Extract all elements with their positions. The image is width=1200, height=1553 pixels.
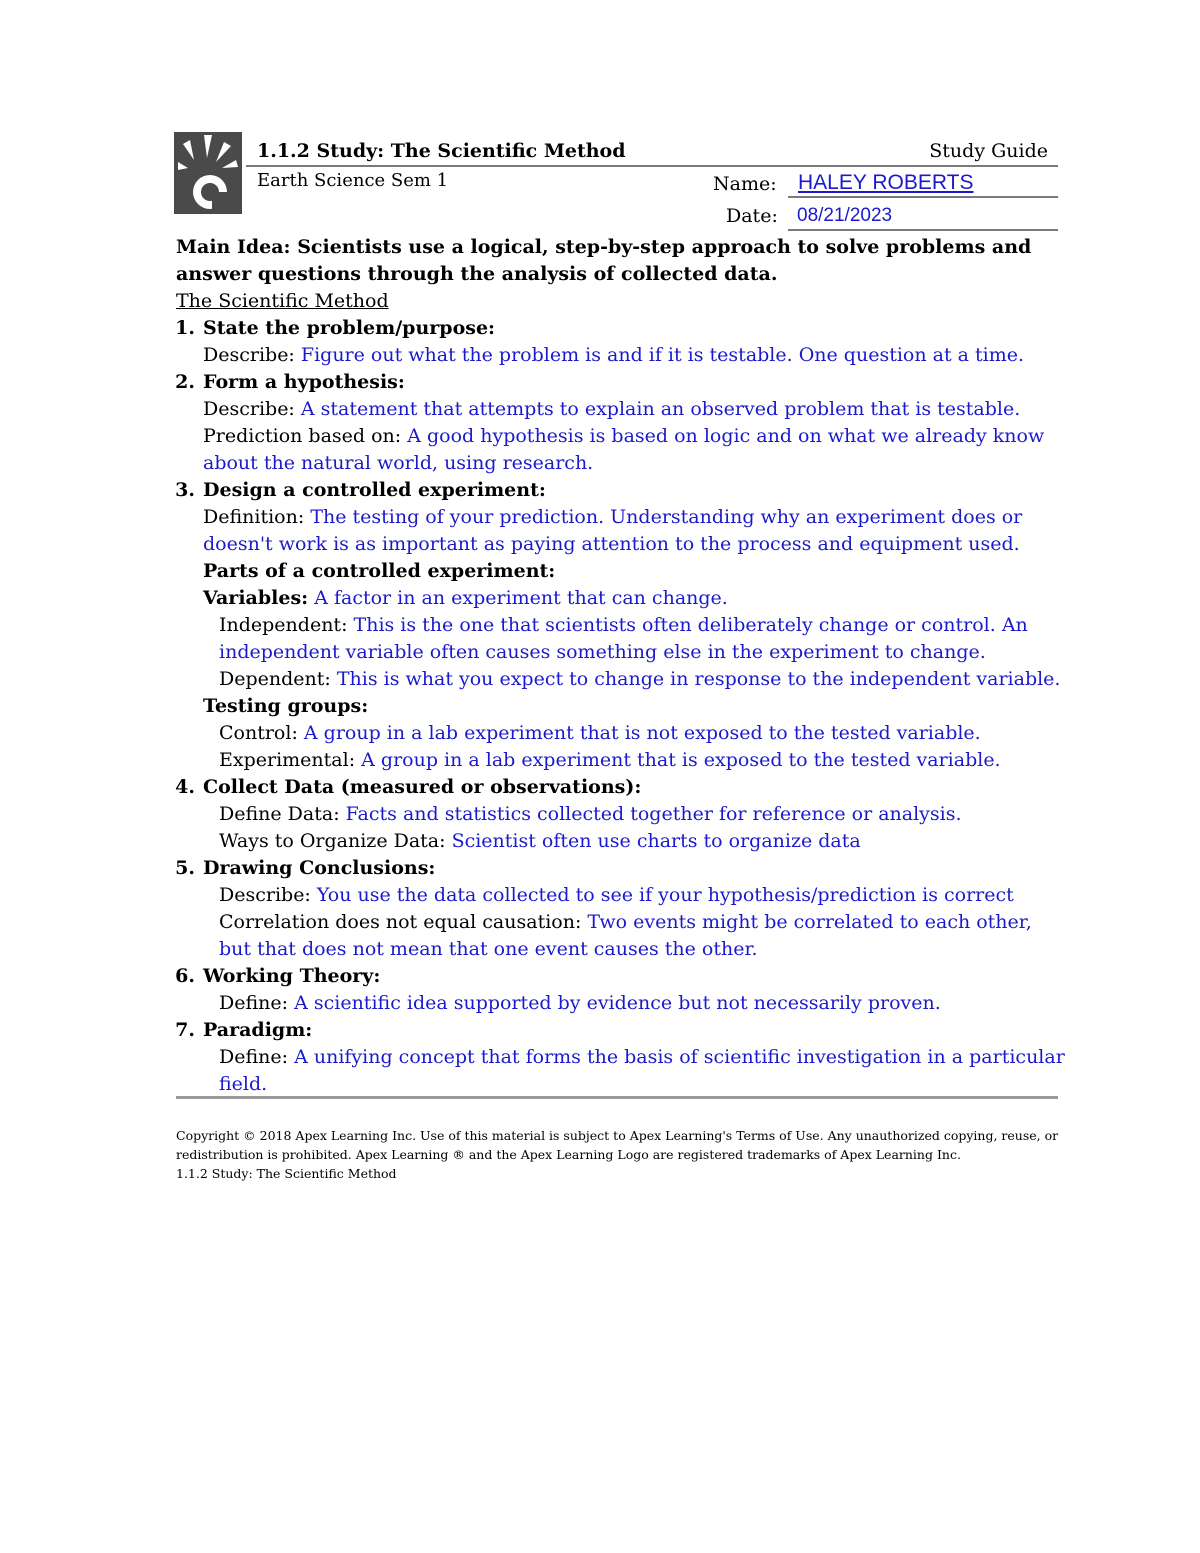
section-title: The Scientific Method [176,290,389,312]
answer-text[interactable]: This is the one that scientists often deliberately change or control. An independent variable often causes something else in the experiment to change. [219,614,1028,663]
field-label: Define Data: [219,803,340,825]
answer-text[interactable]: Figure out what the problem is and if it is testable. One question at a time. [300,344,1025,366]
step-7 [176,1017,1066,1098]
name-label: Name: [713,173,777,195]
step-field [203,720,1066,747]
answer-text[interactable]: A group in a lab experiment that is exposed to the tested variable. [361,749,1001,771]
document-title: 1.1.2 Study: The Scientific Method [257,140,626,162]
step-number: 6. [175,965,195,987]
answer-text[interactable]: Two events might be correlated to each other, but that does not mean that one event causes the other. [219,911,1032,960]
step-title: Collect Data (measured or observations): [203,776,642,798]
subsection-title: Testing groups: [203,695,369,717]
copyright-notice: Copyright © 2018 Apex Learning Inc. Use of this material is subject to Apex Learning's Terms of Use. Any unauthorized copying, reuse, or redistribution is prohibited. Apex Learning ® and the Apex Learning Logo are registered trademarks of Apex Learning Inc. [176,1128,1059,1162]
field-label: Correlation does not equal causation: [219,911,582,933]
footer-doc-ref: 1.1.2 Study: The Scientific Method [176,1166,397,1181]
step-field [203,1044,1066,1098]
step-field [203,585,1066,612]
name-field[interactable]: HALEY ROBERTS [798,171,974,194]
step-number: 2. [175,371,195,393]
field-label: Experimental: [219,749,356,771]
answer-text[interactable]: A factor in an experiment that can change. [314,587,728,609]
step-field [203,909,1066,963]
step-title: State the problem/purpose: [203,317,496,339]
step-field [203,423,1066,477]
step-field [203,612,1066,666]
step-field [203,747,1066,774]
step-4 [176,774,1066,855]
step-title: Form a hypothesis: [203,371,405,393]
field-label: Variables: [203,587,309,609]
step-title: Paradigm: [203,1019,313,1041]
field-label: Describe: [219,884,311,906]
answer-text[interactable]: You use the data collected to see if your hypothesis/prediction is correct [316,884,1014,906]
name-underline [788,196,1058,198]
subsection-title: Parts of a controlled experiment: [203,560,556,582]
answer-text[interactable]: Scientist often use charts to organize data [451,830,861,852]
apex-learning-logo-icon [174,132,242,214]
step-number: 5. [175,857,195,879]
step-field [203,801,1066,828]
step-field [203,666,1066,693]
field-label: Dependent: [219,668,331,690]
field-label: Define: [219,1046,289,1068]
step-1 [176,315,1066,369]
step-6 [176,963,1066,1017]
step-number: 3. [175,479,195,501]
step-number: 1. [175,317,195,339]
step-field [203,990,1066,1017]
answer-text[interactable]: A group in a lab experiment that is not exposed to the tested variable. [303,722,981,744]
field-label: Ways to Organize Data: [219,830,446,852]
step-title: Design a controlled experiment: [203,479,546,501]
field-label: Define: [219,992,289,1014]
date-field[interactable]: 08/21/2023 [797,205,893,226]
date-underline [788,229,1058,231]
field-label: Definition: [203,506,305,528]
answer-text[interactable]: A statement that attempts to explain an observed problem that is testable. [300,398,1021,420]
field-label: Independent: [219,614,348,636]
step-field [203,504,1066,558]
step-title: Working Theory: [203,965,381,987]
header-rule [246,165,1058,167]
step-field [203,342,1066,369]
field-label: Control: [219,722,298,744]
step-field [203,882,1066,909]
field-label: Describe: [203,398,295,420]
step-2 [176,369,1066,477]
answer-text[interactable]: A scientific idea supported by evidence but not necessarily proven. [294,992,941,1014]
answer-text[interactable]: Facts and statistics collected together for reference or analysis. [345,803,962,825]
step-5 [176,855,1066,963]
course-name: Earth Science Sem 1 [257,170,449,191]
field-label: Prediction based on: [203,425,402,447]
step-title: Drawing Conclusions: [203,857,436,879]
answer-text[interactable]: This is what you expect to change in response to the independent variable. [336,668,1061,690]
main-idea: Main Idea: Scientists use a logical, step-by-step approach to solve problems and answer questions through the analysis of collected data. [176,236,1032,285]
field-label: Describe: [203,344,295,366]
guide-body [176,234,1066,1098]
answer-text[interactable]: A good hypothesis is based on logic and on what we already know about the natural world, using research. [203,425,1045,474]
document-type: Study Guide [929,140,1048,162]
step-field [203,396,1066,423]
footer-rule [176,1096,1058,1099]
answer-text[interactable]: A unifying concept that forms the basis of scientific investigation in a particular field. [219,1046,1065,1095]
answer-text[interactable]: The testing of your prediction. Understanding why an experiment does or doesn't work is as important as paying attention to the process and equipment used. [203,506,1023,555]
step-3 [176,477,1066,774]
step-number: 4. [175,776,195,798]
date-label: Date: [726,205,778,227]
footer [176,1126,1066,1183]
step-number: 7. [175,1019,195,1041]
step-field [203,828,1066,855]
